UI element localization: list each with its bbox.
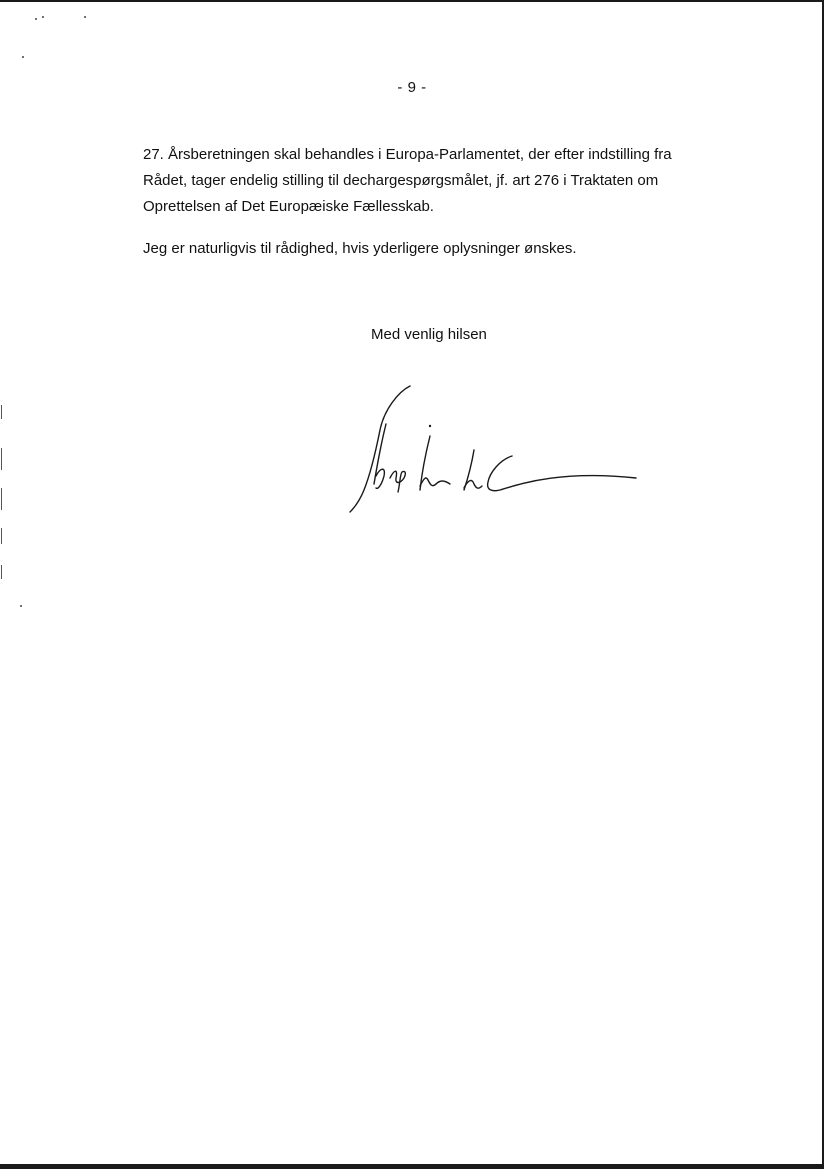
- scan-mark: [1, 488, 2, 510]
- handwritten-signature: [340, 380, 640, 515]
- scan-mark: [1, 448, 2, 470]
- scan-speck: [84, 16, 86, 18]
- scan-speck: [42, 16, 44, 18]
- page-number: - 9 -: [397, 79, 427, 96]
- scan-mark: [1, 528, 2, 544]
- paragraph-27: 27. Årsberetningen skal behandles i Europa-Parlamentet, der efter indstilling fra Rådet, tager endelig stilling til dechargespørgsmålet, jf. art 276 i Traktaten om Oprettelsen af Det Europæiske Fællesskab.: [143, 146, 672, 215]
- scan-mark: [1, 565, 2, 579]
- scan-edge-bottom: [0, 1164, 824, 1169]
- closing-salutation: Med venlig hilsen: [371, 326, 487, 343]
- paragraph-closing-note: Jeg er naturligvis til rådighed, hvis yderligere oplysninger ønskes.: [143, 240, 577, 257]
- scan-speck: [35, 18, 37, 20]
- scan-speck: [20, 605, 22, 607]
- scan-speck: [22, 56, 24, 58]
- scan-edge-top: [0, 0, 824, 2]
- scan-mark: [1, 405, 2, 419]
